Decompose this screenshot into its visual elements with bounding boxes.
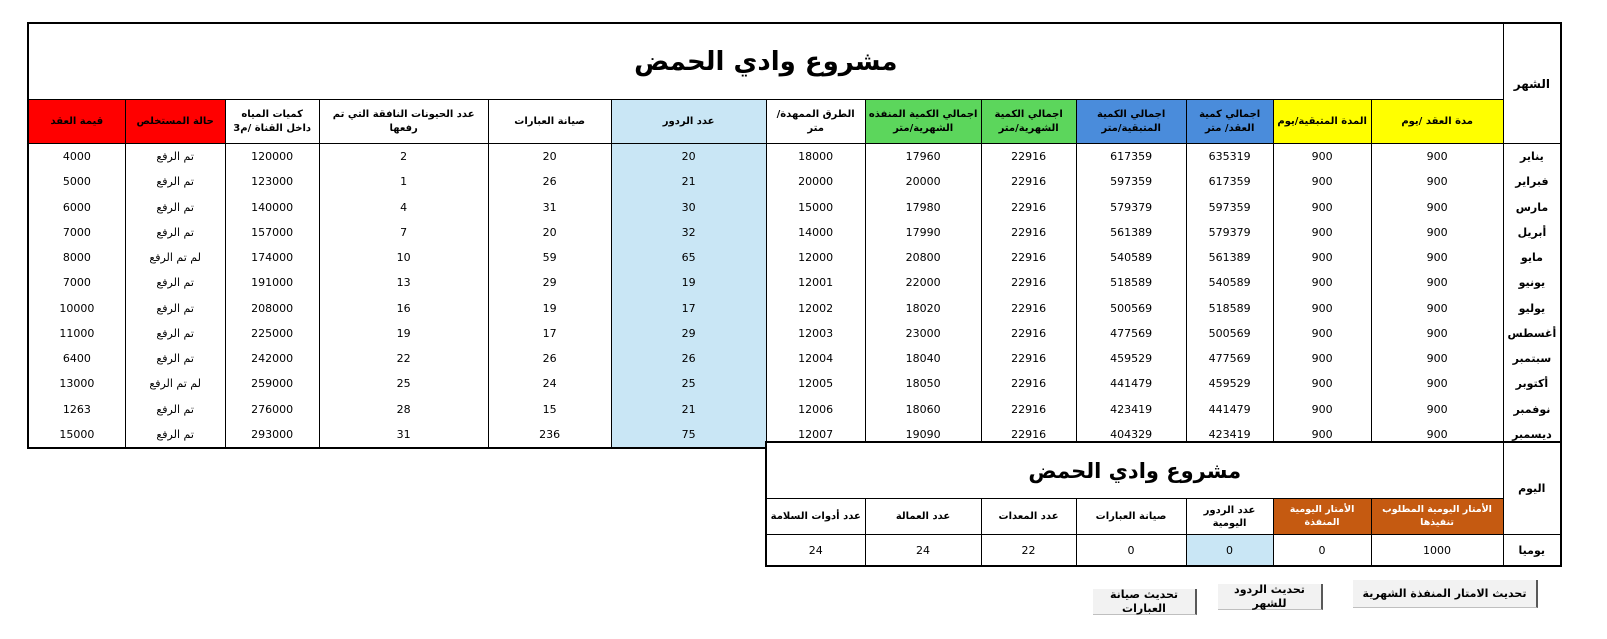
cell[interactable]: 900 — [1311, 200, 1333, 214]
cell[interactable]: 441479 — [1208, 402, 1251, 416]
cell[interactable]: 16 — [396, 301, 411, 315]
daily-table-title: مشروع وادي الحمض — [766, 442, 1503, 499]
month-label: مارس — [1515, 200, 1549, 214]
cell[interactable]: 21 — [681, 402, 696, 416]
cell[interactable]: 423419 — [1110, 402, 1153, 416]
data-column-claim-status — [125, 144, 225, 449]
cell[interactable]: 25 — [396, 377, 411, 391]
cell[interactable]: 208000 — [251, 301, 294, 315]
cell[interactable]: 22916 — [1011, 225, 1047, 239]
cell[interactable]: 518589 — [1208, 301, 1251, 315]
cell[interactable]: 20 — [542, 225, 557, 239]
cell[interactable]: 30 — [681, 200, 696, 214]
cell[interactable]: لم تم الرفع — [149, 377, 201, 391]
data-column-remaining-duration — [1273, 144, 1371, 449]
cell[interactable]: 900 — [1311, 276, 1333, 290]
cell[interactable]: 11000 — [59, 326, 95, 340]
daily-row-label: يوميا — [1503, 535, 1561, 567]
cell[interactable]: 6400 — [62, 352, 91, 366]
cell[interactable]: 900 — [1311, 301, 1333, 315]
cell[interactable]: 26 — [542, 352, 557, 366]
daily-value-radour[interactable]: 0 — [1186, 535, 1273, 567]
monthly-table — [27, 22, 1562, 449]
cell[interactable]: 17 — [681, 301, 696, 315]
cell[interactable]: 900 — [1426, 251, 1448, 265]
cell[interactable]: 900 — [1311, 427, 1333, 441]
daily-value-required-meters[interactable]: 1000 — [1371, 535, 1503, 567]
cell[interactable]: 1 — [400, 175, 408, 189]
cell[interactable]: 259000 — [251, 377, 294, 391]
cell[interactable]: 900 — [1426, 427, 1448, 441]
cell[interactable]: تم الرفع — [156, 352, 194, 366]
cell[interactable]: 22916 — [1011, 251, 1047, 265]
column-header-paved-roads: الطرق الممهدة/متر — [766, 100, 865, 144]
cell[interactable]: 477569 — [1110, 326, 1153, 340]
cell[interactable]: 900 — [1426, 200, 1448, 214]
cell[interactable]: 22916 — [1011, 352, 1047, 366]
data-column-total-contract-qty — [1186, 144, 1273, 449]
cell[interactable]: 17 — [542, 326, 557, 340]
data-column-contract-value — [28, 144, 125, 449]
cell[interactable]: تم الرفع — [156, 326, 194, 340]
cell[interactable]: 15000 — [59, 427, 95, 441]
cell[interactable]: 10000 — [59, 301, 95, 315]
month-label: يناير — [1520, 150, 1544, 164]
column-header-dead-animals: عدد الحيونات النافقة التي تم رفعها — [319, 100, 488, 144]
cell[interactable]: 12006 — [798, 402, 834, 416]
cell[interactable]: 900 — [1426, 301, 1448, 315]
column-header-total-monthly-qty: اجمالي الكمية الشهرية/متر — [981, 100, 1076, 144]
cell[interactable]: 18040 — [905, 352, 941, 366]
column-header-total-remaining-qty: اجمالي الكمية المتبقية/متر — [1076, 100, 1186, 144]
cell[interactable]: 579379 — [1110, 200, 1153, 214]
cell[interactable]: 900 — [1426, 352, 1448, 366]
cell[interactable]: 500569 — [1208, 326, 1251, 340]
cell[interactable]: 24 — [542, 377, 557, 391]
cell[interactable]: 900 — [1311, 352, 1333, 366]
monthly-table-title: مشروع وادي الحمض — [28, 23, 1503, 100]
cell[interactable]: 14000 — [798, 225, 834, 239]
month-label: فبراير — [1515, 175, 1549, 189]
cell[interactable]: 22916 — [1011, 175, 1047, 189]
cell[interactable]: 518589 — [1110, 276, 1153, 290]
cell[interactable]: 293000 — [251, 427, 294, 441]
daily-value-labor[interactable]: 24 — [865, 535, 981, 567]
cell[interactable]: تم الرفع — [156, 175, 194, 189]
cell[interactable]: 900 — [1426, 326, 1448, 340]
cell[interactable]: 500569 — [1110, 301, 1153, 315]
cell[interactable]: 31 — [542, 200, 557, 214]
cell[interactable]: 13 — [396, 276, 411, 290]
cell[interactable]: 579379 — [1208, 225, 1251, 239]
cell[interactable]: 15 — [542, 402, 557, 416]
data-column-monthly-executed — [865, 144, 981, 449]
cell[interactable]: 617359 — [1110, 150, 1153, 164]
cell[interactable]: 900 — [1311, 251, 1333, 265]
cell[interactable]: 2 — [400, 150, 408, 164]
month-label: نوفمبر — [1513, 402, 1551, 416]
cell[interactable]: 19090 — [905, 427, 941, 441]
month-label: يوليو — [1518, 301, 1546, 315]
data-column-total-monthly-qty — [981, 144, 1076, 449]
column-header-executed-daily-meters: الأمتار اليومية المنفذة — [1273, 499, 1371, 535]
cell[interactable]: 900 — [1311, 377, 1333, 391]
cell[interactable]: 12007 — [798, 427, 834, 441]
month-label: سبتمبر — [1512, 352, 1552, 366]
cell[interactable]: 120000 — [251, 150, 294, 164]
cell[interactable]: 29 — [681, 326, 696, 340]
cell[interactable]: 140000 — [251, 200, 294, 214]
cell[interactable]: 22916 — [1011, 326, 1047, 340]
column-header-total-contract-qty: اجمالي كمية العقد/ متر — [1186, 100, 1273, 144]
cell[interactable]: 12005 — [798, 377, 834, 391]
cell[interactable]: 22000 — [905, 276, 941, 290]
cell[interactable]: 617359 — [1208, 175, 1251, 189]
cell[interactable]: 900 — [1426, 150, 1448, 164]
column-header-daily-culvert-maintenance: صيانة العبارات — [1076, 499, 1186, 535]
data-column-water-in-canal — [225, 144, 319, 449]
cell[interactable]: 20800 — [905, 251, 941, 265]
cell[interactable]: 22 — [396, 352, 411, 366]
cell[interactable]: 7000 — [62, 225, 91, 239]
cell[interactable]: 900 — [1426, 175, 1448, 189]
cell[interactable]: 561389 — [1208, 251, 1251, 265]
cell[interactable]: 900 — [1311, 150, 1333, 164]
data-column-dead-animals — [319, 144, 488, 449]
daily-value-executed-meters[interactable]: 0 — [1273, 535, 1371, 567]
cell[interactable]: 5000 — [62, 175, 91, 189]
column-header-contract-duration: مدة العقد /يوم — [1371, 100, 1503, 144]
cell[interactable]: 242000 — [251, 352, 294, 366]
month-label: أغسطس — [1507, 326, 1557, 340]
cell[interactable]: 23000 — [905, 326, 941, 340]
cell[interactable]: 561389 — [1110, 225, 1153, 239]
column-header-daily-radour: عدد الردور اليومية — [1186, 499, 1273, 535]
month-label: أبريل — [1517, 225, 1547, 239]
update-radour-month-button[interactable]: تحديث الردود للشهر — [1218, 584, 1323, 610]
column-header-water-in-canal: كميات المياه داخل القناة /م3 — [225, 100, 319, 144]
cell[interactable]: 17980 — [905, 200, 941, 214]
cell[interactable]: 276000 — [251, 402, 294, 416]
cell[interactable]: لم تم الرفع — [149, 251, 201, 265]
cell[interactable]: تم الرفع — [156, 276, 194, 290]
cell[interactable]: 17960 — [905, 150, 941, 164]
column-header-remaining-duration: المدة المتبقية/يوم — [1273, 100, 1371, 144]
column-header-monthly-executed: اجمالي الكمية المنفذه الشهرية/متر — [865, 100, 981, 144]
data-column-paved-roads — [766, 144, 865, 449]
cell[interactable]: تم الرفع — [156, 150, 194, 164]
column-header-claim-status: حالة المستخلص — [125, 100, 225, 144]
update-culvert-maintenance-button[interactable]: تحديث صيانة العبارات — [1093, 589, 1197, 615]
data-column-months — [1503, 144, 1561, 449]
cell[interactable]: 75 — [681, 427, 696, 441]
daily-value-equipment[interactable]: 22 — [981, 535, 1076, 567]
column-header-labor-count: عدد العمالة — [865, 499, 981, 535]
daily-table — [765, 441, 1562, 567]
cell[interactable]: 6000 — [62, 200, 91, 214]
cell[interactable]: 8000 — [62, 251, 91, 265]
cell[interactable]: 441479 — [1110, 377, 1153, 391]
cell[interactable]: 423419 — [1208, 427, 1251, 441]
cell[interactable]: 20000 — [905, 175, 941, 189]
update-monthly-meters-button[interactable]: تحديث الامتار المنفذة الشهرية — [1353, 580, 1538, 608]
cell[interactable]: 900 — [1426, 402, 1448, 416]
cell[interactable]: 18000 — [798, 150, 834, 164]
cell[interactable]: 22916 — [1011, 276, 1047, 290]
cell[interactable]: 7000 — [62, 276, 91, 290]
cell[interactable]: 7 — [400, 225, 408, 239]
cell[interactable]: 900 — [1311, 175, 1333, 189]
data-column-culvert-maintenance — [488, 144, 611, 449]
cell[interactable]: 22916 — [1011, 301, 1047, 315]
cell[interactable]: 12000 — [798, 251, 834, 265]
cell[interactable]: 28 — [396, 402, 411, 416]
cell[interactable]: 477569 — [1208, 352, 1251, 366]
cell[interactable]: 19 — [396, 326, 411, 340]
cell[interactable]: 18060 — [905, 402, 941, 416]
cell[interactable]: 900 — [1426, 377, 1448, 391]
cell[interactable]: 597359 — [1208, 200, 1251, 214]
cell[interactable]: 12003 — [798, 326, 834, 340]
cell[interactable]: 32 — [681, 225, 696, 239]
cell[interactable]: 17990 — [905, 225, 941, 239]
cell[interactable]: 22916 — [1011, 200, 1047, 214]
data-column-total-remaining-qty — [1076, 144, 1186, 449]
cell[interactable]: 22916 — [1011, 427, 1047, 441]
month-label: أكتوبر — [1515, 377, 1549, 391]
cell[interactable]: 22916 — [1011, 402, 1047, 416]
cell[interactable]: 540589 — [1208, 276, 1251, 290]
column-header-contract-value: قيمة العقد — [28, 100, 125, 144]
cell[interactable]: 59 — [542, 251, 557, 265]
cell[interactable]: 31 — [396, 427, 411, 441]
cell[interactable]: 26 — [542, 175, 557, 189]
column-header-required-daily-meters: الأمتار اليومية المطلوب تنفيذها — [1371, 499, 1503, 535]
cell[interactable]: 459529 — [1208, 377, 1251, 391]
column-header-culvert-maintenance: صيانة العبارات — [488, 100, 611, 144]
cell[interactable]: 19 — [681, 276, 696, 290]
cell[interactable]: 540589 — [1110, 251, 1153, 265]
cell[interactable]: 25 — [681, 377, 696, 391]
cell[interactable]: 22916 — [1011, 377, 1047, 391]
column-header-equipment-count: عدد المعدات — [981, 499, 1076, 535]
cell[interactable]: تم الرفع — [156, 427, 194, 441]
cell[interactable]: تم الرفع — [156, 200, 194, 214]
cell[interactable]: 236 — [539, 427, 561, 441]
cell[interactable]: 4 — [400, 200, 408, 214]
cell[interactable]: 12001 — [798, 276, 834, 290]
daily-value-safety-tools[interactable]: 24 — [766, 535, 865, 567]
cell[interactable]: 191000 — [251, 276, 294, 290]
column-header-radour-count: عدد الردور — [611, 100, 766, 144]
cell[interactable]: 404329 — [1110, 427, 1153, 441]
day-column-header: اليوم — [1503, 442, 1561, 535]
cell[interactable]: 20 — [542, 150, 557, 164]
cell[interactable]: 12004 — [798, 352, 834, 366]
cell[interactable]: 13000 — [59, 377, 95, 391]
month-column-header: الشهر — [1503, 23, 1561, 144]
cell[interactable]: 459529 — [1110, 352, 1153, 366]
cell[interactable]: 157000 — [251, 225, 294, 239]
cell[interactable]: 174000 — [251, 251, 294, 265]
cell[interactable]: 20000 — [798, 175, 834, 189]
month-label: مايو — [1520, 251, 1543, 265]
cell[interactable]: 900 — [1311, 326, 1333, 340]
cell[interactable]: 900 — [1426, 225, 1448, 239]
cell[interactable]: 29 — [542, 276, 557, 290]
cell[interactable]: 597359 — [1110, 175, 1153, 189]
cell[interactable]: 10 — [396, 251, 411, 265]
month-label: ديسمبر — [1512, 427, 1552, 441]
data-column-radour-count — [611, 144, 766, 449]
cell[interactable]: تم الرفع — [156, 225, 194, 239]
cell[interactable]: 225000 — [251, 326, 294, 340]
data-column-contract-duration — [1371, 144, 1503, 449]
cell[interactable]: 22916 — [1011, 150, 1047, 164]
cell[interactable]: 900 — [1426, 276, 1448, 290]
cell[interactable]: 900 — [1311, 402, 1333, 416]
month-label: يونيو — [1518, 276, 1546, 290]
cell[interactable]: 18050 — [905, 377, 941, 391]
cell[interactable]: 1263 — [62, 402, 91, 416]
cell[interactable]: 26 — [681, 352, 696, 366]
cell[interactable]: 635319 — [1208, 150, 1251, 164]
cell[interactable]: 20 — [681, 150, 696, 164]
cell[interactable]: 18020 — [905, 301, 941, 315]
cell[interactable]: تم الرفع — [156, 301, 194, 315]
cell[interactable]: 15000 — [798, 200, 834, 214]
cell[interactable]: 123000 — [251, 175, 294, 189]
cell[interactable]: 65 — [681, 251, 696, 265]
cell[interactable]: 12002 — [798, 301, 834, 315]
cell[interactable]: 900 — [1311, 225, 1333, 239]
cell[interactable]: 19 — [542, 301, 557, 315]
cell[interactable]: 21 — [681, 175, 696, 189]
column-header-safety-tools: عدد أدوات السلامة — [766, 499, 865, 535]
daily-value-culvert-maintenance[interactable]: 0 — [1076, 535, 1186, 567]
cell[interactable]: تم الرفع — [156, 402, 194, 416]
cell[interactable]: 4000 — [62, 150, 91, 164]
